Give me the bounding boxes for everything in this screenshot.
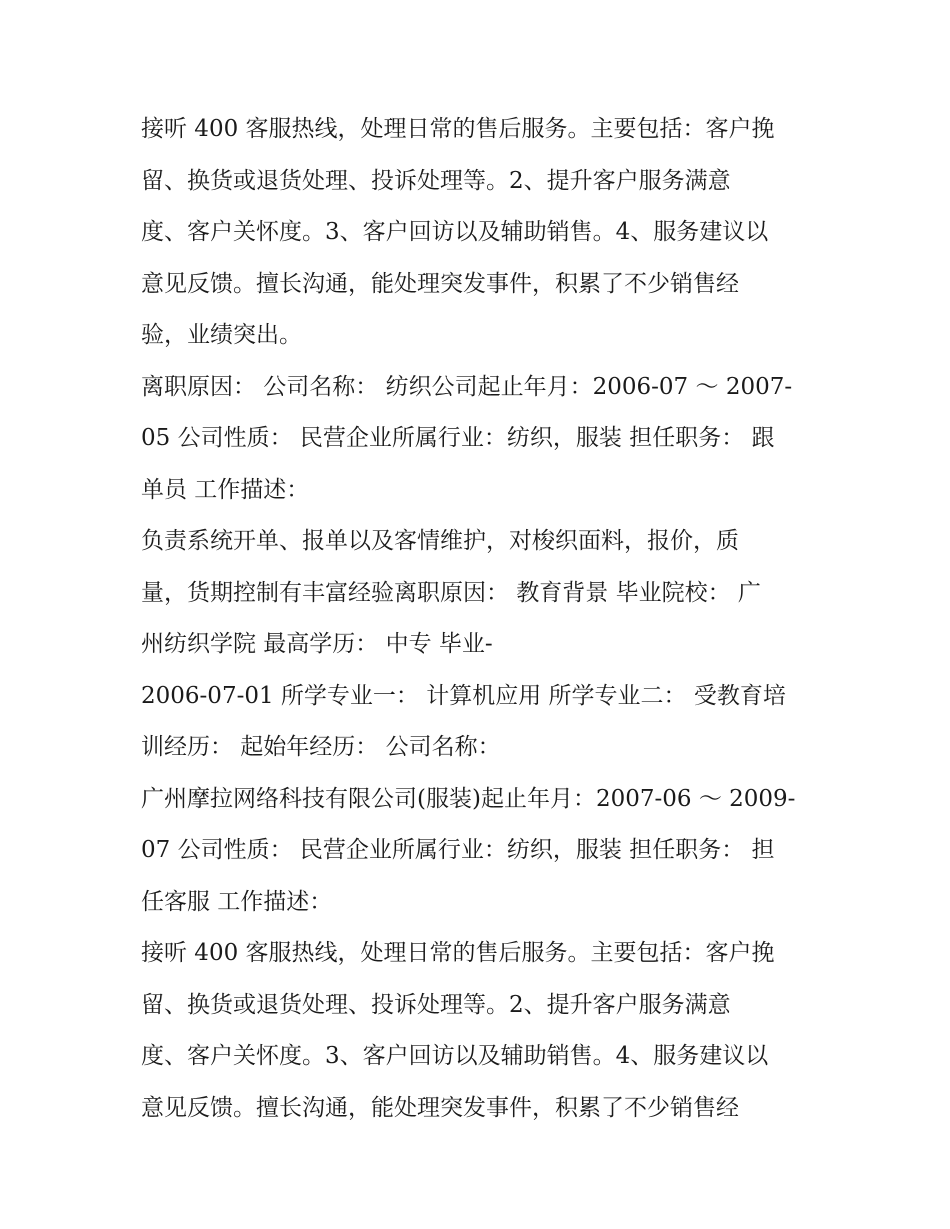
text-line: 接听 400 客服热线，处理日常的售后服务。主要包括：客户挽 <box>141 940 775 966</box>
text-line: 训经历： 起始年经历： 公司名称： <box>141 734 501 760</box>
text-line: 验，业绩突出。 <box>141 322 302 348</box>
document-body <box>141 104 813 1134</box>
text-line: 意见反馈。擅长沟通，能处理突发事件，积累了不少销售经 <box>141 1094 739 1121</box>
text-line: 05 公司性质： 民营企业所属行业：纺织，服装 担任职务： 跟 <box>141 425 775 451</box>
text-line: 2006-07-01 所学专业一： 计算机应用 所学专业二： 受教育培 <box>141 682 786 709</box>
text-line: 量，货期控制有丰富经验离职原因： 教育背景 毕业院校： 广 <box>141 579 761 606</box>
text-line: 意见反馈。擅长沟通，能处理突发事件，积累了不少销售经 <box>141 270 739 297</box>
text-line: 度、客户关怀度。3、客户回访以及辅助销售。4、服务建议以 <box>141 219 769 245</box>
text-line: 度、客户关怀度。3、客户回访以及辅助销售。4、服务建议以 <box>141 1043 769 1069</box>
text-line: 留、换货或退货处理、投诉处理等。2、提升客户服务满意 <box>141 991 731 1018</box>
text-line: 接听 400 客服热线，处理日常的售后服务。主要包括：客户挽 <box>141 116 775 142</box>
text-line: 负责系统开单、报单以及客情维护，对梭织面料，报价，质 <box>141 528 739 554</box>
text-line: 离职原因： 公司名称： 纺织公司起止年月：2006-07 ～ 2007- <box>141 373 793 400</box>
text-line: 州纺织学院 最高学历： 中专 毕业- <box>141 631 493 657</box>
text-line: 留、换货或退货处理、投诉处理等。2、提升客户服务满意 <box>141 167 731 194</box>
text-line: 07 公司性质： 民营企业所属行业：纺织，服装 担任职务： 担 <box>141 837 775 863</box>
text-line: 任客服 工作描述： <box>141 888 333 915</box>
text-line: 广州摩拉网络科技有限公司(服装)起止年月：2007-06 ～ 2009- <box>141 785 796 812</box>
text-line: 单员 工作描述： <box>141 476 310 503</box>
